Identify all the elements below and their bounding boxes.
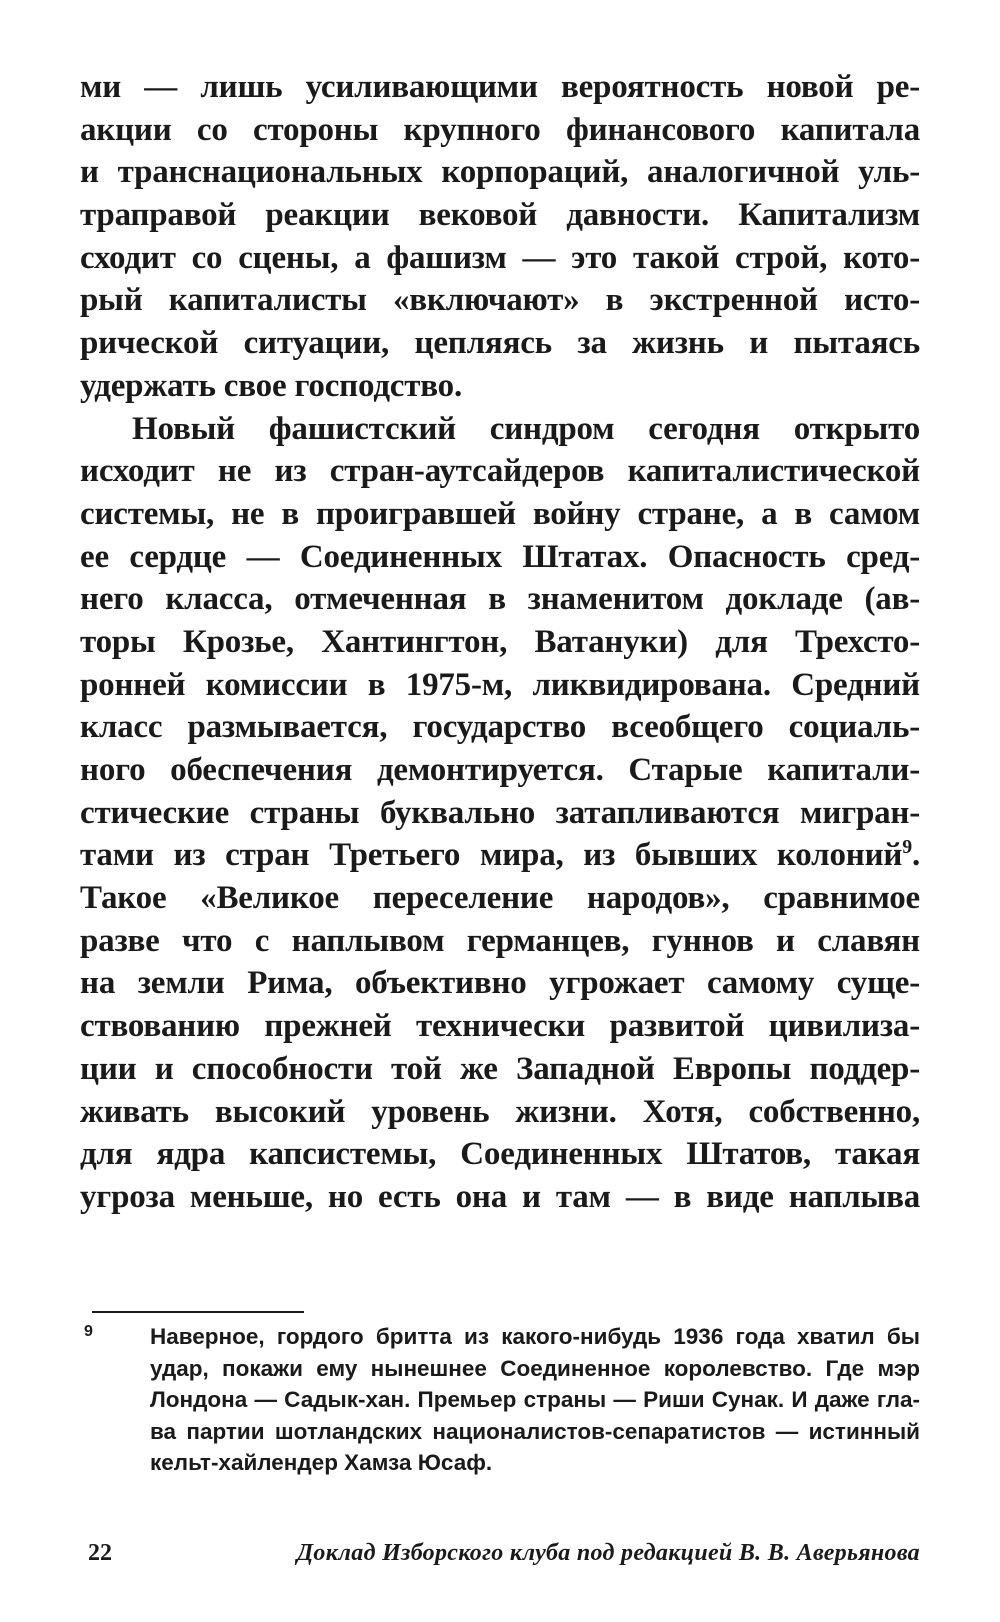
paragraph-first-line: Новый фашистский синдром сегодня открыто [132,410,920,447]
text-line: сходит со сцены, а фашизм — это такой строй, кото- [80,239,920,276]
footnote-reference[interactable]: 9 [902,836,912,859]
main-text [80,66,920,1219]
text-line: него класса, отмеченная в знаменитом докладе (ав- [80,581,920,618]
text-line: ции и способности той же Западной Европы поддер- [80,1050,920,1087]
text-line: ми — лишь усиливающими вероятность новой ре- [80,69,920,105]
text-line: стические страны буквально затапливаются мигран- [80,794,920,831]
text-line: ронней комиссии в 1975-м, ликвидирована. Средний [80,666,920,703]
page-number: 22 [88,1540,112,1566]
text-line: исходит не из стран-аутсайдеров капиталистической [80,453,920,490]
text-line: удержать свое господство. [80,367,463,404]
text-line: акции со стороны крупного финансового капитала [80,111,920,148]
page-footer [88,1540,920,1576]
footnote-line: кельт-хайлендер Хамза Юсаф. [150,1450,493,1476]
text-line: и транснациональных корпораций, аналогичной уль- [80,154,920,191]
footnote-line: Лондона — Садык-хан. Премьер страны — Риши Сунак. И даже гла- [150,1387,920,1413]
text-line: ствованию прежней технически развитой цивилиза- [80,1008,920,1045]
text-line: ее сердце — Соединенных Штатах. Опасность сред- [80,538,920,575]
footnote-mark: 9 [84,1323,93,1340]
text-segment: . [911,837,920,874]
footnote-line: ва партии шотландских националистов-сепаратистов — истинный [150,1418,920,1444]
text-line: Такое «Великое переселение народов», сравнимое [80,880,920,917]
text-line: рый капиталисты «включают» в экстренной исто- [80,282,920,319]
running-title: Доклад Изборского клуба под редакцией В. В. Аверьянова [296,1540,920,1566]
text-segment: тами из стран Третьего мира, из бывших колоний [80,837,903,874]
footnote-divider [92,1311,304,1313]
text-line: для ядра капсистемы, Соединенных Штатов, такая [80,1136,920,1173]
footnote [84,1321,920,1479]
text-line: на земли Рима, объективно угрожает самому суще- [80,965,920,1002]
text-line: разве что с наплывом германцев, гуннов и славян [80,922,920,959]
footnote-text [150,1321,920,1479]
text-line: рической ситуации, цепляясь за жизнь и пытаясь [80,325,920,362]
text-line: системы, не в проигравшей войну стране, а в самом [80,495,920,532]
text-line: траправой реакции вековой давности. Капитализм [80,197,920,234]
text-line: торы Крозье, Хантингтон, Ватануки) для Трехсто- [80,623,920,660]
text-line: угроза меньше, но есть она и там — в виде наплыва [80,1178,920,1215]
text-line: ного обеспечения демонтируется. Старые капитали- [80,752,920,788]
text-line: живать высокий уровень жизни. Хотя, собственно, [80,1093,920,1130]
text-line: класс размывается, государство всеобщего социаль- [80,709,920,746]
footnote-line: удар, покажи ему нынешнее Соединенное королевство. Где мэр [150,1355,920,1381]
footnote-line: Наверное, гордого бритта из какого-нибудь 1936 года хватил бы [150,1324,920,1349]
text-line-with-footnote [80,834,920,877]
